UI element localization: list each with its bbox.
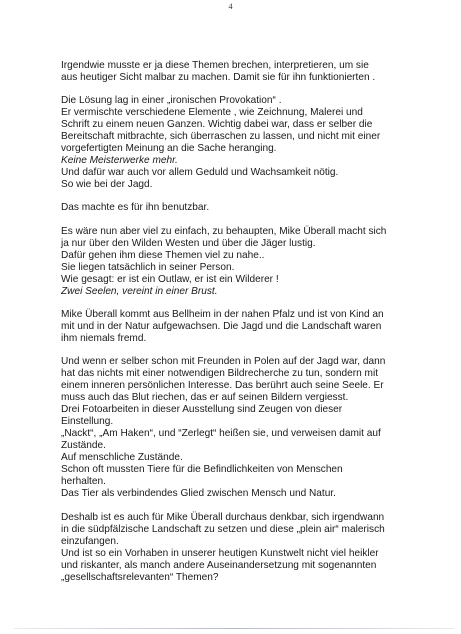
text-line: Schon oft mussten Tiere für die Befindlichkeiten von Menschen <box>61 464 343 476</box>
page-number: 4 <box>228 2 233 11</box>
text-line: in die südpfälzische Landschaft zu setzen und diese „plein air“ malerisch <box>61 523 385 535</box>
paragraph-gap <box>61 298 431 309</box>
text-line: Einstellung. <box>61 416 114 428</box>
italic-text-line: Zwei Seelen, vereint in einer Brust. <box>61 285 218 297</box>
text-line: Und dafür war auch vor allem Geduld und Wachsamkeit nötig. <box>61 167 339 179</box>
text-line: hat das nichts mit einer notwendigen Bildrecherche zu tun, sondern mit <box>61 367 379 379</box>
text-line: einem inneren persönlichen Interesse. Das berührt auch seine Seele. Er <box>61 380 384 392</box>
bottom-rule <box>14 628 454 629</box>
text-line: Er vermischte verschiedene Elemente , wie Zeichnung, Malerei und <box>61 107 363 119</box>
paragraph-gap <box>61 501 431 512</box>
text-line: Sie liegen tatsächlich in seiner Person. <box>61 261 235 273</box>
text-line: Das Tier als verbindendes Glied zwischen Mensch und Natur. <box>61 488 336 500</box>
text-line: „gesellschaftsrelevanten“ Themen? <box>61 571 219 583</box>
text-line: ja nur über den Wilden Westen und über die Jäger lustig. <box>61 237 316 249</box>
paragraph <box>61 512 431 584</box>
text-line: Bereitschaft mitbrachte, sich überraschen zu lassen, und nicht mit einer <box>61 131 381 143</box>
text-line: mit und in der Natur aufgewachsen. Die Jagd und die Landschaft waren <box>61 320 382 332</box>
text-line: Zustände. <box>61 440 106 452</box>
text-line: Und wenn er selber schon mit Freunden in Polen auf der Jagd war, dann <box>61 355 386 367</box>
text-line: ihm niemals fremd. <box>61 332 147 344</box>
text-line: vorgefertigten Meinung an die Sache heranging. <box>61 143 277 155</box>
paragraph-gap <box>61 191 431 202</box>
text-line: und riskanter, als manch andere Auseinandersetzung mit sogenannten <box>61 559 377 571</box>
text-line: Wie gesagt: er ist ein Outlaw, er ist ein Wilderer ! <box>61 273 279 285</box>
paragraph <box>61 309 431 345</box>
paragraph <box>61 202 431 214</box>
paragraph-gap <box>61 84 431 95</box>
text-line: Und ist so ein Vorhaben in unserer heutigen Kunstwelt nicht viel heikler <box>61 547 379 559</box>
text-line: Mike Überall kommt aus Bellheim in der nahen Pfalz und ist von Kind an <box>61 308 384 320</box>
text-line: Deshalb ist es auch für Mike Überall durchaus denkbar, sich irgendwann <box>61 511 385 523</box>
paragraph <box>61 95 431 191</box>
text-line: Schrift zu einem neuen Ganzen. Wichtig dabei war, dass er selber die <box>61 119 373 131</box>
text-line: Die Lösung lag in einer „ironischen Provokation“ . <box>61 95 282 107</box>
text-line: aus heutiger Sicht malbar zu machen. Damit sie für ihn funktionierten . <box>61 72 376 84</box>
text-line: einzufangen. <box>61 535 119 547</box>
text-line: Das machte es für ihn benutzbar. <box>61 202 210 214</box>
text-line: „Nackt“, „Am Haken“, und “Zerlegt“ heißen sie, und verweisen damit auf <box>61 428 381 440</box>
text-line: So wie bei der Jagd. <box>61 179 153 191</box>
text-line: Dafür gehen ihm diese Themen viel zu nahe.. <box>61 249 265 261</box>
text-line: Drei Fotoarbeiten in dieser Ausstellung sind Zeugen von dieser <box>61 404 343 416</box>
paragraph-gap <box>61 345 431 356</box>
text-line: Irgendwie musste er ja diese Themen brechen, interpretieren, um sie <box>61 60 369 71</box>
paragraph <box>61 356 431 501</box>
text-line: muss auch das Blut riechen, das er auf seinen Bildern vergiesst. <box>61 392 349 404</box>
text-line: herhalten. <box>61 476 106 488</box>
paragraph <box>61 226 431 298</box>
text-line: Es wäre nun aber viel zu einfach, zu behaupten, Mike Überall macht sich <box>61 225 387 237</box>
document-body <box>61 60 431 584</box>
italic-text-line: Keine Meisterwerke mehr. <box>61 155 178 167</box>
paragraph <box>61 60 431 84</box>
paragraph-gap <box>61 215 431 226</box>
text-line: Auf menschliche Zustände. <box>61 452 183 464</box>
